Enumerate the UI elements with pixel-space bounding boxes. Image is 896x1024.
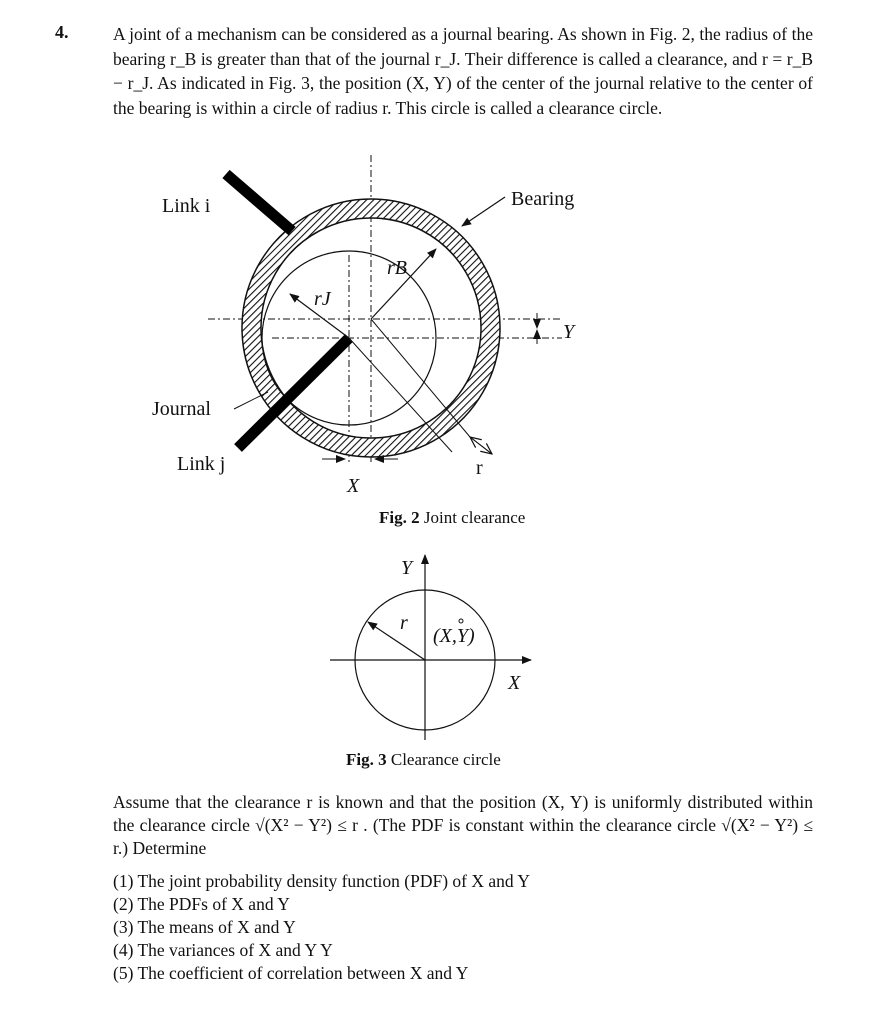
fig3-caption-number: Fig. 3 bbox=[346, 750, 387, 769]
fig3-clearance-circle bbox=[330, 555, 531, 769]
fig2-caption bbox=[379, 508, 525, 527]
label-X-dim: X bbox=[347, 475, 360, 497]
question-4: (4) The variances of X and Y Y bbox=[113, 940, 333, 960]
label-Y-dim: Y bbox=[563, 321, 575, 343]
fig3-label-point: (X,Y) bbox=[433, 625, 475, 647]
fig2-caption-number: Fig. 2 bbox=[379, 508, 420, 527]
label-rB: rB bbox=[387, 257, 407, 279]
label-journal: Journal bbox=[152, 398, 211, 420]
fig3-caption bbox=[346, 750, 501, 769]
fig3-center-point bbox=[459, 619, 463, 623]
fig3-label-Y: Y bbox=[401, 557, 413, 579]
problem-intro: A joint of a mechanism can be considered as a journal bearing. As shown in Fig. 2, the radius of the bearing r_B is greater than that of the journal r_J. Their difference is called a clearance, and r = r_B − r_J. As indicated in Fig. 3, the position (X, Y) of the center of the journal relative to the center of the bearing is within a circle of radius r. This circle is called a clearance circle. bbox=[113, 24, 813, 118]
question-2: (2) The PDFs of X and Y bbox=[113, 894, 290, 914]
problem-number: 4. bbox=[55, 22, 69, 42]
bearing-leader-line bbox=[462, 197, 505, 226]
bearing-ring bbox=[242, 199, 500, 457]
label-link-i: Link i bbox=[162, 195, 211, 217]
fig2-joint-clearance bbox=[152, 155, 576, 527]
question-3: (3) The means of X and Y bbox=[113, 917, 296, 937]
label-r-clearance: r bbox=[476, 457, 483, 479]
link-i-bar bbox=[226, 174, 292, 231]
fig3-caption-text: Clearance circle bbox=[386, 750, 501, 769]
label-link-j: Link j bbox=[177, 453, 226, 475]
fig3-radius-arrow bbox=[368, 622, 425, 660]
question-5: (5) The coefficient of correlation between X and Y bbox=[113, 963, 469, 983]
clearance-r-dim-arrow-back bbox=[470, 437, 492, 454]
fig3-label-X: X bbox=[508, 672, 521, 694]
fig3-label-r: r bbox=[400, 612, 408, 634]
assumption-text: Assume that the clearance r is known and that the position (X, Y) is uniformly distributed within the clearance circle √(X² − Y²) ≤ r . (The PDF is constant within the clearance circle √(X² − Y²) ≤ r.) Determine bbox=[113, 792, 813, 858]
clearance-extension-line-1 bbox=[371, 319, 470, 437]
label-rJ: rJ bbox=[314, 288, 331, 310]
journal-leader-line bbox=[234, 392, 268, 409]
label-bearing: Bearing bbox=[511, 188, 575, 210]
question-1: (1) The joint probability density function (PDF) of X and Y bbox=[113, 871, 531, 891]
fig2-caption-text: Joint clearance bbox=[419, 508, 526, 527]
